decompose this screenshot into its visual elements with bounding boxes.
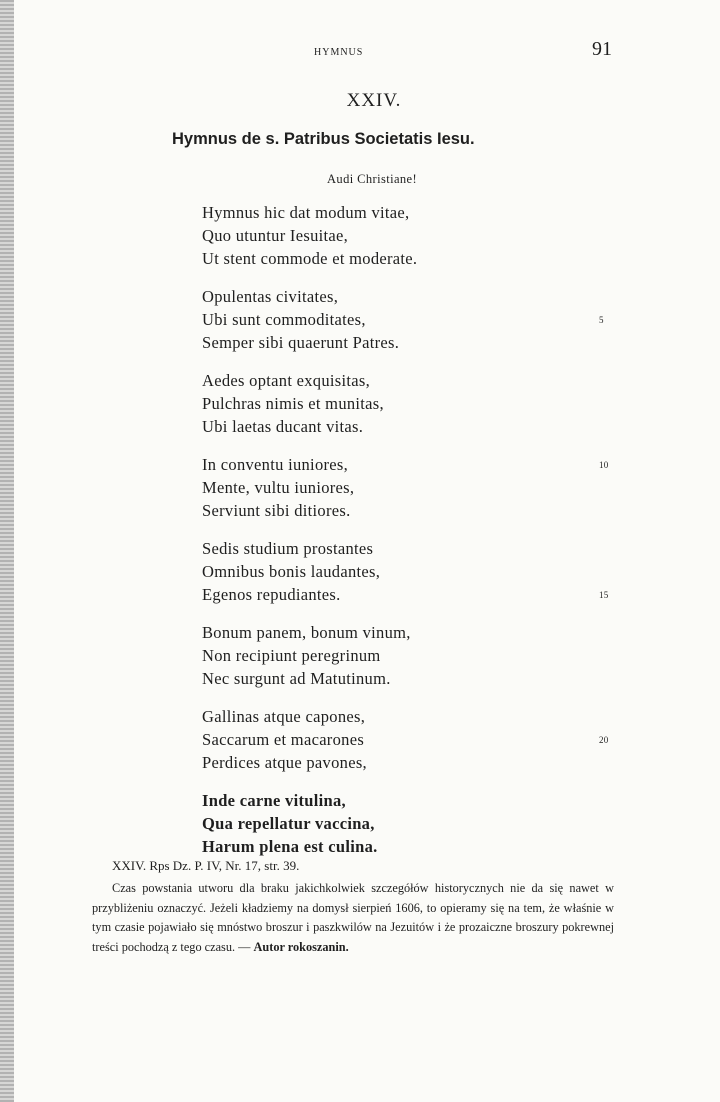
verse-line (202, 751, 622, 774)
verse-line (202, 392, 622, 415)
verse-line (202, 285, 622, 308)
line-number: 20 (599, 735, 609, 745)
stanza (202, 453, 622, 522)
verse-text: Egenos repudiantes. (202, 585, 341, 604)
verse-line (202, 644, 622, 667)
line-number: 10 (599, 460, 609, 470)
verse-text: Omnibus bonis laudantes, (202, 562, 381, 581)
stanza (202, 621, 622, 690)
verse-text: Harum plena est culina. (202, 837, 378, 856)
verse-text: Gallinas atque capones, (202, 707, 366, 726)
verse-text: Semper sibi quaerunt Patres. (202, 333, 400, 352)
verse-line (202, 667, 622, 690)
verse-text: In conventu iuniores, (202, 455, 349, 474)
verse-text: Hymnus hic dat modum vitae, (202, 203, 410, 222)
verse-text: Nec surgunt ad Matutinum. (202, 669, 391, 688)
page-binding-edge (0, 0, 14, 1102)
verse-text: Ubi sunt commoditates, (202, 310, 366, 329)
verse-line (202, 835, 622, 858)
verse-line (202, 476, 622, 499)
running-head: HYMNUS (314, 47, 364, 58)
verse-line (202, 499, 622, 522)
stanza (202, 537, 622, 606)
stanza (202, 705, 622, 774)
verse-text: Perdices atque pavones, (202, 753, 367, 772)
note-heading: XXIV. Rps Dz. P. IV, Nr. 17, str. 39. (112, 858, 300, 873)
verse-line (202, 705, 622, 728)
verse-text: Aedes optant exquisitas, (202, 371, 371, 390)
verse-line (202, 560, 622, 583)
verse-line (202, 331, 622, 354)
verse-line (202, 583, 622, 606)
stanza (202, 201, 622, 270)
stanza (202, 285, 622, 354)
verse-text: Inde carne vitulina, (202, 791, 346, 810)
verse-line (202, 812, 622, 835)
verse-text: Serviunt sibi ditiores. (202, 501, 351, 520)
verse-text: Qua repellatur vaccina, (202, 814, 375, 833)
note-body (92, 879, 614, 957)
verse-text: Ut stent commode et moderate. (202, 249, 418, 268)
verse-line (202, 789, 622, 812)
verse-text: Opulentas civitates, (202, 287, 339, 306)
line-number: 15 (599, 590, 609, 600)
verse-text: Sedis studium prostantes (202, 539, 374, 558)
verse-line (202, 621, 622, 644)
poem-number: XXIV. (346, 90, 402, 111)
line-number: 5 (599, 315, 604, 325)
poem-title: Hymnus de s. Patribus Societatis Iesu. (172, 130, 475, 148)
verse-line (202, 369, 622, 392)
verse-line (202, 453, 622, 476)
verse-line (202, 201, 622, 224)
verse-line (202, 415, 622, 438)
stanza (202, 789, 622, 858)
verse-text: Non recipiunt peregrinum (202, 646, 381, 665)
note-text: Czas powstania utworu dla braku jakichkolwiek szczegółów historycznych nie da się nawet w przybliżeniu oznaczyć. Jeżeli kładziemy na domysł sierpień 1606, to opieramy się na tem, że właśnie w tym czasie pojawiało się mnóstwo broszur i paszkwilów na Jezuitów i że prozaiczne broszury pokrewnej treści pochodzą z tego czasu. — (92, 881, 614, 954)
note-author: Autor rokoszanin. (253, 939, 349, 954)
verse-text: Pulchras nimis et munitas, (202, 394, 384, 413)
verse-text: Mente, vultu iuniores, (202, 478, 355, 497)
verse-text: Saccarum et macarones (202, 730, 365, 749)
verse-line (202, 247, 622, 270)
verse-line (202, 224, 622, 247)
verse-text: Ubi laetas ducant vitas. (202, 417, 364, 436)
page-number: 91 (592, 38, 612, 60)
verse-line (202, 537, 622, 560)
melody-indication: Audi Christiane! (327, 172, 418, 186)
verse-text: Bonum panem, bonum vinum, (202, 623, 411, 642)
verse-text: Quo utuntur Iesuitae, (202, 226, 349, 245)
verse-line (202, 308, 622, 331)
poem-stanzas (202, 201, 622, 873)
stanza (202, 369, 622, 438)
verse-line (202, 728, 622, 751)
